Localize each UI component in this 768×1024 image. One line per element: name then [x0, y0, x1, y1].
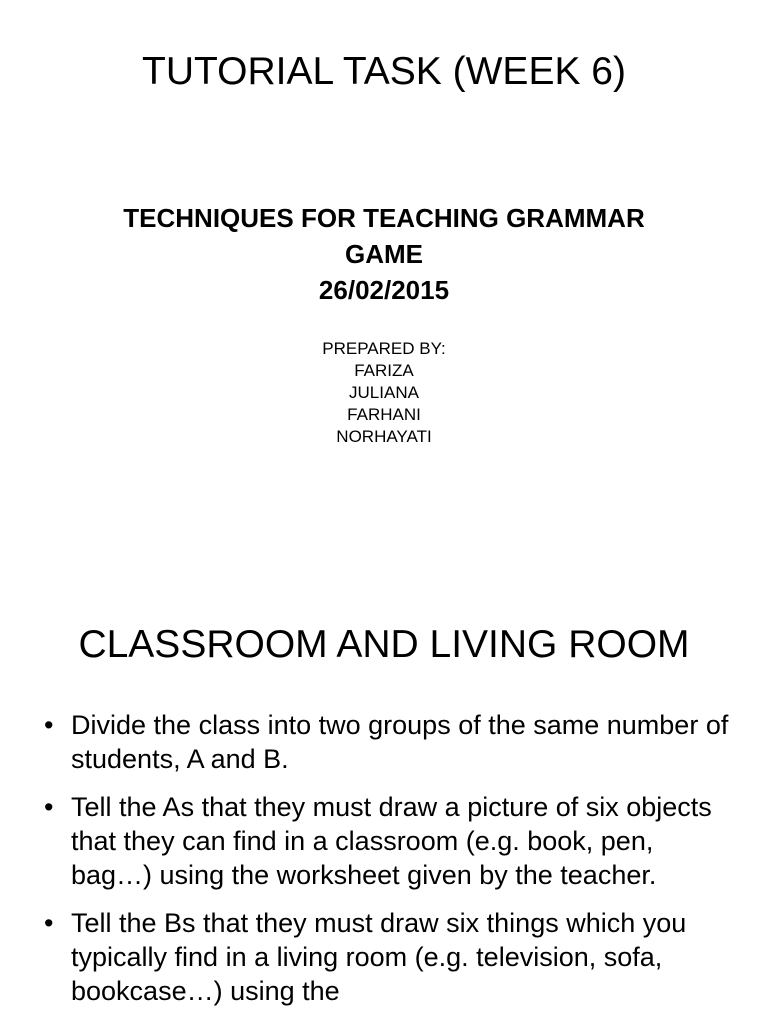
bullet-icon: •: [44, 710, 54, 740]
bullet-item: [40, 906, 740, 1008]
subtitle-line-1: TECHNIQUES FOR TEACHING GRAMMAR: [123, 203, 645, 233]
bullet-list: [40, 708, 740, 1022]
bullet-text: Tell the As that they must draw a picture of six objects that they can find in a classroom (e.g. book, pen, bag…) using the worksheet given by the teacher.: [71, 792, 712, 890]
bullet-icon: •: [44, 908, 54, 938]
date-text: 26/02/2015: [318, 275, 450, 305]
bullet-text: Tell the Bs that they must draw six things which you typically find in a living room (e.g. television, sofa, bookcase…) using the: [71, 908, 687, 1006]
subtitle-line-2: GAME: [345, 239, 423, 269]
author-name: FARIZA: [354, 361, 414, 380]
subtitle-block: [0, 200, 768, 308]
author-name: JULIANA: [349, 383, 419, 402]
bullet-item: [40, 708, 740, 776]
bullet-icon: •: [44, 792, 54, 822]
prepared-by-block: [0, 338, 768, 448]
bullet-text: Divide the class into two groups of the same number of students, A and B.: [71, 710, 729, 774]
main-title: TUTORIAL TASK (WEEK 6): [142, 50, 626, 93]
author-name: NORHAYATI: [336, 427, 432, 446]
author-name: FARHANI: [347, 405, 421, 424]
slide-title: CLASSROOM AND LIVING ROOM: [78, 623, 690, 666]
prepared-by-label: PREPARED BY:: [322, 339, 446, 358]
bullet-item: [40, 790, 740, 892]
content-slide: [0, 580, 768, 1024]
